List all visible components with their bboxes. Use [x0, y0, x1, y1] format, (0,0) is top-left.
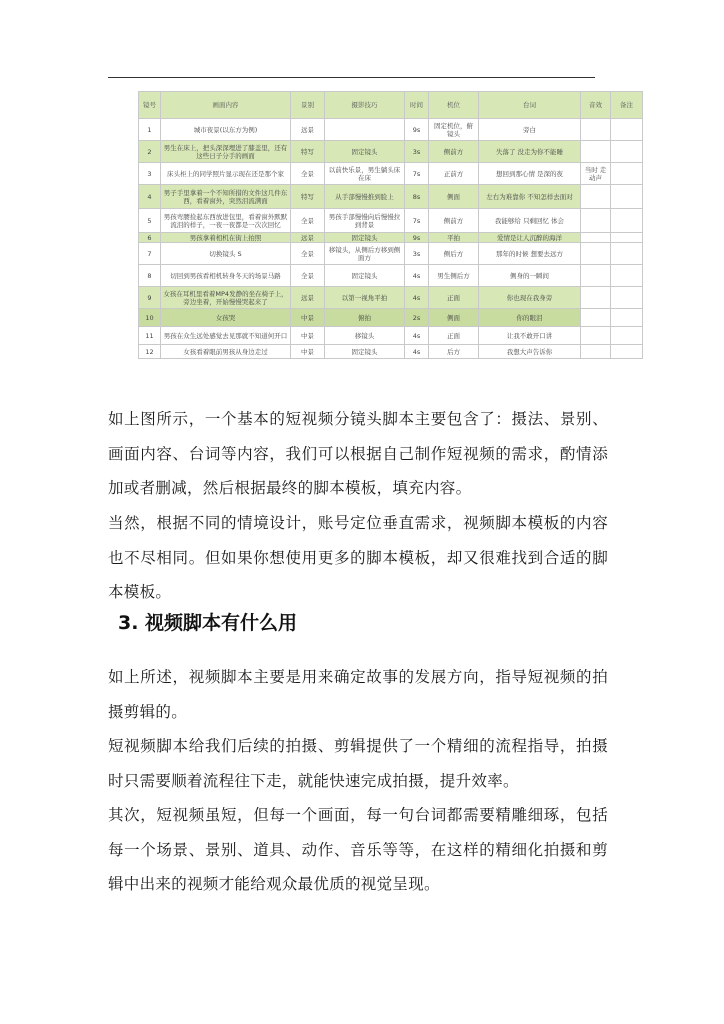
table-cell: 床头柜上的同学照片显示现在还是那个家	[161, 163, 291, 185]
storyboard-table	[138, 91, 643, 359]
table-cell	[325, 119, 405, 141]
table-cell: 你也现在我身旁	[479, 287, 581, 309]
table-cell: 男孩弯腰捡起东西放进包里，看着窗外默默流泪的样子，一夜一夜都是一次次回忆	[161, 209, 291, 233]
table-cell: 11	[139, 327, 161, 345]
header-cell: 摄影技巧	[325, 92, 405, 119]
table-row	[139, 309, 643, 327]
table-row	[139, 327, 643, 345]
table-cell: 远景	[291, 287, 325, 309]
header-cell: 机位	[429, 92, 479, 119]
table-cell: 想回到那心情 是深的夜	[479, 163, 581, 185]
table-cell: 9s	[405, 233, 429, 243]
table-cell: 7s	[405, 163, 429, 185]
table-cell	[581, 345, 611, 359]
table-row	[139, 233, 643, 243]
table-cell: 切换镜头 S	[161, 243, 291, 265]
table-cell: 2s	[405, 309, 429, 327]
table-cell: 让我不敢开口讲	[479, 327, 581, 345]
table-row	[139, 209, 643, 233]
header-cell: 台词	[479, 92, 581, 119]
table-cell: 4s	[405, 287, 429, 309]
table-cell: 7s	[405, 209, 429, 233]
table-cell: 侧前方	[429, 209, 479, 233]
table-cell: 固定镜头	[325, 233, 405, 243]
table-cell: 特写	[291, 141, 325, 163]
table-cell	[581, 185, 611, 209]
table-cell: 男子手里拿着一个不知所措的文件这几件东西，看着窗外，突然泪流满面	[161, 185, 291, 209]
table-cell: 以第一视角平拍	[325, 287, 405, 309]
table-cell	[611, 185, 643, 209]
table-cell	[581, 327, 611, 345]
table-cell: 俯拍	[325, 309, 405, 327]
table-row	[139, 163, 643, 185]
table-cell: 4s	[405, 345, 429, 359]
table-cell: 固定机位，俯镜头	[429, 119, 479, 141]
table-cell	[611, 163, 643, 185]
table-cell	[611, 265, 643, 287]
table-cell: 固定镜头	[325, 141, 405, 163]
table-cell: 9	[139, 287, 161, 309]
table-cell: 爱情是让人沉醉的海洋	[479, 233, 581, 243]
table-cell	[611, 243, 643, 265]
table-cell: 移镜头，从侧后方移到侧面方	[325, 243, 405, 265]
table-cell: 失落了 没走为你不能睡	[479, 141, 581, 163]
table-cell: 全景	[291, 243, 325, 265]
table-cell: 3s	[405, 141, 429, 163]
table-cell: 特写	[291, 185, 325, 209]
table-cell	[581, 243, 611, 265]
table-cell: 正前方	[429, 163, 479, 185]
table-cell: 10	[139, 309, 161, 327]
table-cell	[611, 141, 643, 163]
header-cell: 画面内容	[161, 92, 291, 119]
table-cell	[611, 119, 643, 141]
table-cell: 女孩哭	[161, 309, 291, 327]
paragraph-purpose: 如上所述，视频脚本主要是用来确定故事的发展方向，指导短视频的拍摄剪辑的。	[108, 668, 608, 721]
table-cell: 我能够给 只剩回忆 体会	[479, 209, 581, 233]
table-cell: 3s	[405, 243, 429, 265]
table-cell: 侧后方	[429, 243, 479, 265]
table-row	[139, 265, 643, 287]
table-cell: 7	[139, 243, 161, 265]
paragraph-intro: 如上图所示，一个基本的短视频分镜头脚本主要包含了：摄法、景别、画面内容、台词等内容，我们可以根据自己制作短视频的需求，酌情添加或者删减，然后根据最终的脚本模板，填充内容。	[108, 410, 608, 497]
table-cell: 中景	[291, 327, 325, 345]
table-cell: 平拍	[429, 233, 479, 243]
table-cell: 男孩手部慢慢向后慢慢拉到背景	[325, 209, 405, 233]
table-row	[139, 119, 643, 141]
paragraph-guidance: 短视频脚本给我们后续的拍摄、剪辑提供了一个精细的流程指导，拍摄时只需要顺着流程往下走，就能快速完成拍摄，提升效率。	[108, 737, 608, 790]
table-cell: 全景	[291, 163, 325, 185]
table-cell: 左右为难靠你 不知怎样去面对	[479, 185, 581, 209]
table-cell: 8s	[405, 185, 429, 209]
table-cell	[611, 209, 643, 233]
header-cell: 景别	[291, 92, 325, 119]
header-cell: 备注	[611, 92, 643, 119]
table-cell: 侧面	[429, 309, 479, 327]
table-row	[139, 141, 643, 163]
table-cell: 正面	[429, 327, 479, 345]
table-cell: 切回到男孩看相机转身冬天的场景马路	[161, 265, 291, 287]
table-cell: 从手部慢慢推到脸上	[325, 185, 405, 209]
table-cell: 全景	[291, 209, 325, 233]
table-cell	[611, 287, 643, 309]
table-cell: 远景	[291, 233, 325, 243]
table-cell: 旁白	[479, 119, 581, 141]
table-cell: 那年的时候 想要去远方	[479, 243, 581, 265]
table-cell: 侧面	[429, 185, 479, 209]
table-cell: 3	[139, 163, 161, 185]
table-row	[139, 345, 643, 359]
table-cell: 我想大声告诉你	[479, 345, 581, 359]
table-cell: 4s	[405, 327, 429, 345]
table-cell	[581, 265, 611, 287]
table-cell: 固定镜头	[325, 345, 405, 359]
table-cell: 男孩拿着相机在街上拍照	[161, 233, 291, 243]
table-cell	[581, 141, 611, 163]
table-cell: 4s	[405, 265, 429, 287]
table-cell	[581, 309, 611, 327]
table-cell: 8	[139, 265, 161, 287]
table-cell: 远景	[291, 119, 325, 141]
table-cell: 你的眼泪	[479, 309, 581, 327]
table-cell: 女孩看着眼前男孩从身边走过	[161, 345, 291, 359]
table-cell: 固定镜头	[325, 265, 405, 287]
table-cell: 9s	[405, 119, 429, 141]
table-cell	[611, 345, 643, 359]
table-cell: 移镜头	[325, 327, 405, 345]
table-cell: 以前快乐景，男生躺头床在床	[325, 163, 405, 185]
paragraph-template: 当然，根据不同的情境设计，账号定位垂直需求，视频脚本模板的内容也不尽相同。但如果你想使用更多的脚本模板，却又很难找到合适的脚本模板。	[108, 514, 608, 601]
table-cell: 全景	[291, 265, 325, 287]
table-cell: 5	[139, 209, 161, 233]
table-cell: 中景	[291, 345, 325, 359]
table-row	[139, 185, 643, 209]
table-cell	[581, 209, 611, 233]
table-cell	[581, 119, 611, 141]
table-cell: 2	[139, 141, 161, 163]
table-cell: 4	[139, 185, 161, 209]
table-cell: 中景	[291, 309, 325, 327]
table-cell	[581, 287, 611, 309]
table-cell: 12	[139, 345, 161, 359]
table-cell: 男生侧后方	[429, 265, 479, 287]
table-cell: 当时 走动声	[581, 163, 611, 185]
table-row	[139, 243, 643, 265]
table-cell: 侧前方	[429, 141, 479, 163]
section-heading: 3. 视频脚本有什么用	[118, 612, 298, 634]
table-cell	[611, 233, 643, 243]
table-cell: 男孩在众生远处感觉去见那就不知道何开口	[161, 327, 291, 345]
header-rule	[108, 77, 595, 78]
table-cell: 城市夜景(以东方为例)	[161, 119, 291, 141]
table-cell: 男生在床上，把头深深埋进了膝盖里，还有这些日子分手的画面	[161, 141, 291, 163]
table-header-row	[139, 92, 643, 119]
header-cell: 镜号	[139, 92, 161, 119]
table-cell	[581, 233, 611, 243]
table-cell: 女孩在耳机里看着MP4发静的坐在椅子上，旁边坐着，开始慢慢哭起来了	[161, 287, 291, 309]
table-cell: 后方	[429, 345, 479, 359]
table-cell	[611, 327, 643, 345]
table-cell: 正面	[429, 287, 479, 309]
table-cell	[611, 309, 643, 327]
header-cell: 音效	[581, 92, 611, 119]
header-cell: 时间	[405, 92, 429, 119]
table-cell: 6	[139, 233, 161, 243]
paragraph-detail: 其次，短视频虽短，但每一个画面，每一句台词都需要精雕细琢，包括每一个场景、景别、道具、动作、音乐等等，在这样的精细化拍摄和剪辑中出来的视频才能给观众最优质的视觉呈现。	[108, 806, 608, 893]
table-cell: 侧身的一瞬间	[479, 265, 581, 287]
table-row	[139, 287, 643, 309]
table-cell: 1	[139, 119, 161, 141]
